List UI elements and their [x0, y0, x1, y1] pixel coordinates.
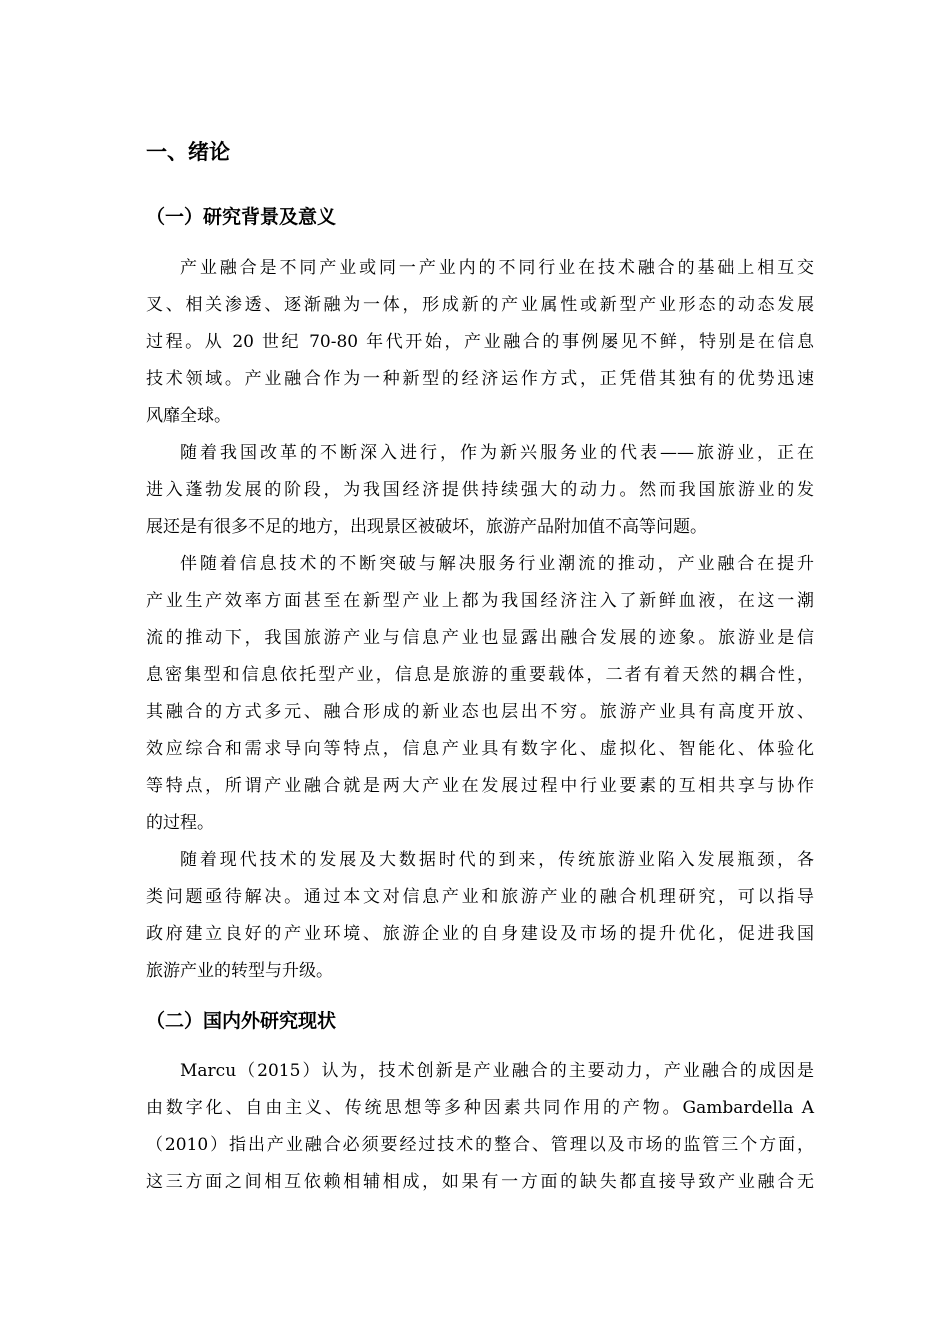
text-line: 技术领域。产业融合作为一种新型的经济运作方式，正凭借其独有的优势迅速: [146, 369, 814, 389]
paragraph-4: [146, 842, 814, 990]
text-line: 伴随着信息技术的不断突破与解决服务行业潮流的推动，产业融合在提升: [180, 554, 814, 574]
paragraph-2: [146, 435, 814, 546]
text-line: 产业生产效率方面甚至在新型产业上都为我国经济注入了新鲜血液，在这一潮: [146, 591, 814, 611]
text-line: 其融合的方式多元、融合形成的新业态也层出不穷。旅游产业具有高度开放、: [146, 702, 814, 722]
paragraph-5: [146, 1053, 814, 1201]
text-line: 叉、相关渗透、逐渐融为一体，形成新的产业属性或新型产业形态的动态发展: [146, 295, 814, 315]
text-line: Marcu（2015）认为，技术创新是产业融合的主要动力，产业融合的成因是: [180, 1061, 814, 1081]
chapter-heading: 一、绪论: [146, 139, 230, 164]
text-line: （2010）指出产业融合必须要经过技术的整合、管理以及市场的监管三个方面，: [146, 1135, 814, 1155]
text-line: 展还是有很多不足的地方，出现景区被破坏，旅游产品附加值不高等问题。: [146, 517, 707, 537]
text-line: 旅游产业的转型与升级。: [146, 961, 333, 981]
text-line: 过程。从 20 世纪 70-80 年代开始，产业融合的事例屡见不鲜，特别是在信息: [146, 332, 814, 352]
paragraph-1: [146, 250, 814, 435]
text-line: 等特点，所谓产业融合就是两大产业在发展过程中行业要素的互相共享与协作: [146, 776, 814, 796]
text-line: 政府建立良好的产业环境、旅游企业的自身建设及市场的提升优化，促进我国: [146, 924, 814, 944]
text-line: 的过程。: [146, 813, 214, 833]
text-line: 效应综合和需求导向等特点，信息产业具有数字化、虚拟化、智能化、体验化: [146, 739, 814, 759]
text-line: 流的推动下，我国旅游产业与信息产业也显露出融合发展的迹象。旅游业是信: [146, 628, 814, 648]
text-line: 类问题亟待解决。通过本文对信息产业和旅游产业的融合机理研究，可以指导: [146, 887, 814, 907]
text-line: 息密集型和信息依托型产业，信息是旅游的重要载体，二者有着天然的耦合性，: [146, 665, 814, 685]
text-line: 随着我国改革的不断深入进行，作为新兴服务业的代表——旅游业，正在: [180, 443, 814, 463]
text-line: 产业融合是不同产业或同一产业内的不同行业在技术融合的基础上相互交: [180, 258, 814, 278]
text-line: 进入蓬勃发展的阶段，为我国经济提供持续强大的动力。然而我国旅游业的发: [146, 480, 814, 500]
text-line: 由数字化、自由主义、传统思想等多种因素共同作用的产物。Gambardella A: [146, 1098, 814, 1118]
paragraph-3: [146, 546, 814, 842]
section-heading-research-status: （二）国内外研究现状: [146, 1010, 337, 1032]
text-line: 这三方面之间相互依赖相辅相成，如果有一方面的缺失都直接导致产业融合无: [146, 1172, 814, 1192]
text-line: 风靡全球。: [146, 406, 231, 426]
text-line: 随着现代技术的发展及大数据时代的到来，传统旅游业陷入发展瓶颈，各: [180, 850, 814, 870]
section-heading-background: （一）研究背景及意义: [146, 206, 337, 228]
